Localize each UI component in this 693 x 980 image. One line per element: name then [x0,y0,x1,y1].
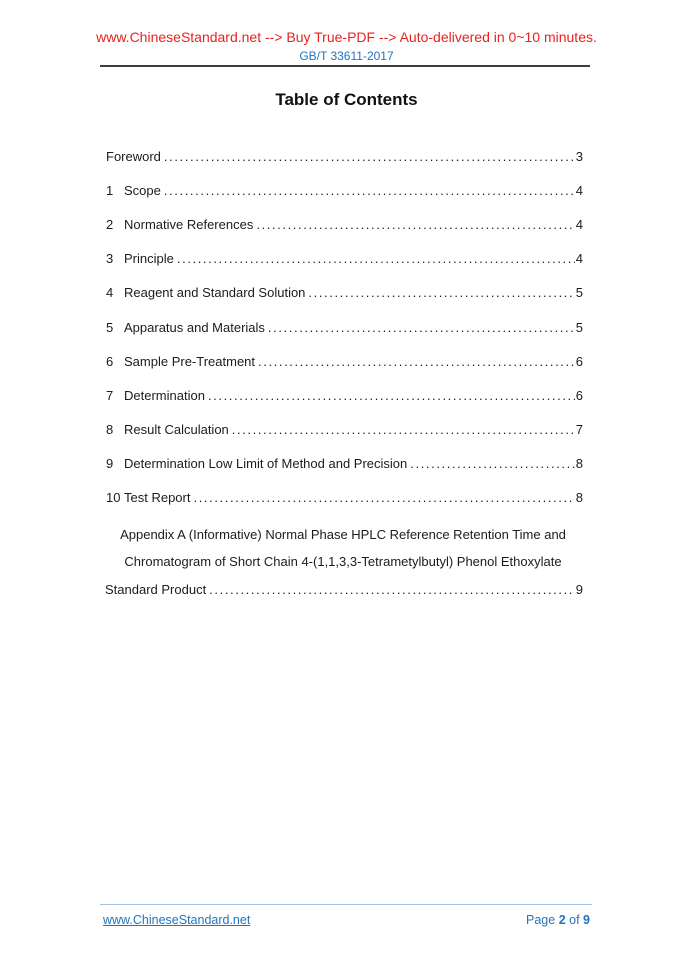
toc-entry-page-number: 4 [575,216,583,232]
toc-entry-page-number: 5 [575,319,583,335]
toc-entry-label: Foreword [106,148,161,164]
appendix-page-number: 9 [575,581,583,597]
toc-entry-label: Reagent and Standard Solution [124,285,306,301]
toc-entry-label: Principle [124,251,174,267]
toc-entry [103,447,583,481]
toc-entry-number: 2 [106,216,114,232]
toc-entry [103,413,583,447]
leader-dots [410,456,575,471]
toc-entry [103,276,583,310]
toc-entry-label: Sample Pre-Treatment [124,353,256,369]
toc-entry-number: 8 [106,422,114,438]
toc-entry [103,242,583,276]
leader-dots [258,354,575,369]
toc-entry [103,207,583,241]
toc-entry [103,481,583,515]
appendix-entry [103,521,583,603]
leader-dots [208,388,575,403]
toc-entry [103,344,583,378]
toc-entry-page-number: 8 [575,456,583,472]
appendix-line-2: Chromatogram of Short Chain 4-(1,1,3,3-Tetrametylbutyl) Phenol Ethoxylate [124,554,562,570]
toc-entry-page-number: 3 [575,148,583,164]
header-divider [100,65,590,67]
page-indicator-middle: of [569,913,580,927]
appendix-line-3 [103,576,583,603]
toc-entry-page-number: 6 [575,353,583,369]
toc-entry [103,378,583,412]
toc-entry-number: 5 [106,319,114,335]
leader-dots [164,149,575,164]
toc-entry-label: Test Report [124,490,191,506]
toc-entry-page-number: 8 [575,490,583,506]
table-of-contents [103,139,583,515]
toc-entry-page-number: 5 [575,285,583,301]
toc-entry [103,310,583,344]
toc-entry-label: Result Calculation [124,422,229,438]
standard-code: GB/T 33611-2017 [299,49,394,63]
page-indicator-total: 9 [583,913,590,927]
leader-dots [232,422,575,437]
leader-dots [256,217,574,232]
toc-entry-label: Scope [124,182,161,198]
toc-entry-number: 6 [106,353,114,369]
appendix-line-1: Appendix A (Informative) Normal Phase HPLC Reference Retention Time and [120,527,566,543]
toc-entry-number: 4 [106,285,114,301]
toc-entry-page-number: 7 [575,422,583,438]
leader-dots [193,490,574,505]
footer-divider [100,904,592,905]
toc-entry-page-number: 6 [575,387,583,403]
appendix-label: Standard Product [105,581,207,597]
toc-entry-page-number: 4 [575,251,583,267]
promo-banner: www.ChineseStandard.net --> Buy True-PDF --> Auto-delivered in 0~10 minutes. [96,29,597,45]
toc-entry [103,173,583,207]
leader-dots [209,582,575,597]
toc-entry [103,139,583,173]
toc-entry-number: 10 [106,490,121,506]
toc-entry-label: Normative References [124,216,254,232]
toc-entry-label: Determination Low Limit of Method and Precision [124,456,408,472]
leader-dots [308,285,574,300]
toc-entry-number: 9 [106,456,114,472]
page-indicator-prefix: Page [526,913,556,927]
leader-dots [268,320,575,335]
leader-dots [177,251,575,266]
toc-entry-number: 3 [106,251,114,267]
toc-entry-label: Apparatus and Materials [124,319,265,335]
page-title: Table of Contents [275,90,418,109]
toc-entry-label: Determination [124,387,205,403]
toc-entry-number: 1 [106,182,114,198]
footer-link[interactable]: www.ChineseStandard.net [103,913,251,927]
toc-entry-number: 7 [106,387,114,403]
page-indicator-current: 2 [558,913,566,927]
toc-entry-page-number: 4 [575,182,583,198]
leader-dots [164,183,575,198]
page-indicator [526,913,590,928]
